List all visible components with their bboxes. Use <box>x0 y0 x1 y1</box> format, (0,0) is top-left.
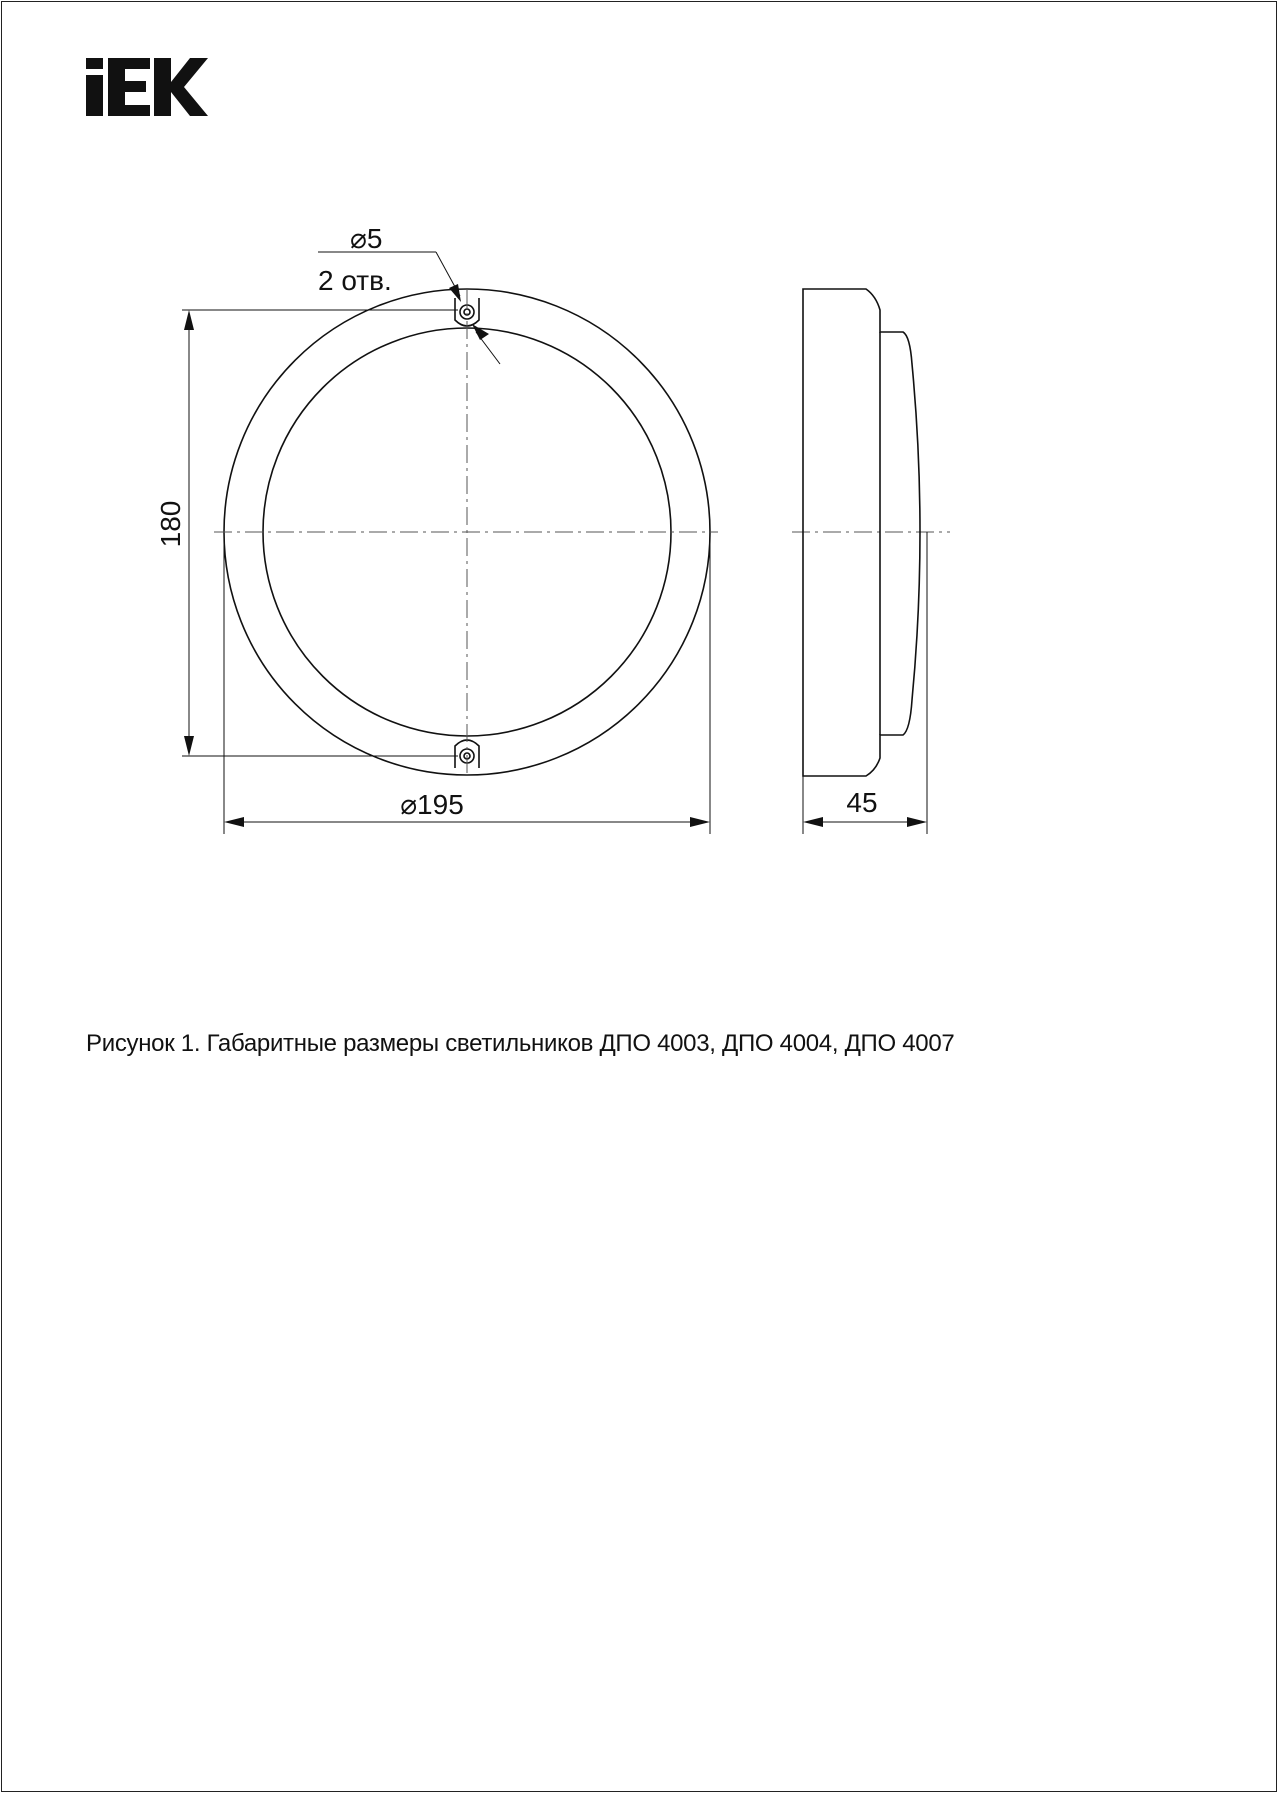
figure-caption: Рисунок 1. Габаритные размеры светильников ДПО 4003, ДПО 4004, ДПО 4007 <box>86 1030 955 1057</box>
outer-diameter-label: ⌀195 <box>400 789 464 820</box>
depth-label: 45 <box>846 787 878 818</box>
hole-spacing-label: 180 <box>155 500 186 548</box>
hole-count-label: 2 отв. <box>318 265 392 296</box>
hole-diameter-label: ⌀5 <box>350 223 383 254</box>
